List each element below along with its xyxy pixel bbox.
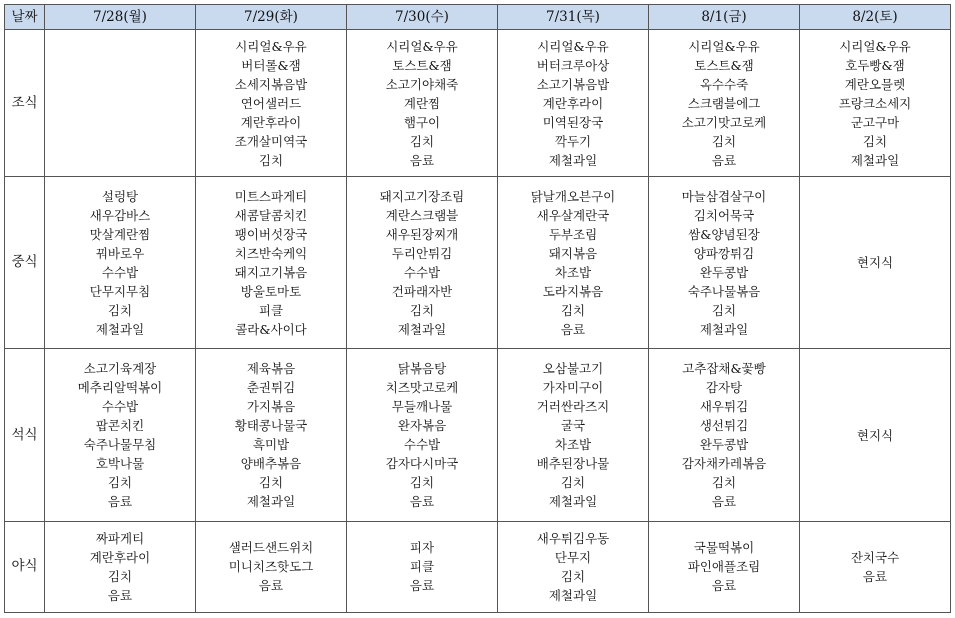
menu-item: 양파깡튀김	[693, 245, 755, 261]
menu-item: 숙주나물볶음	[687, 283, 761, 299]
menu-cell	[800, 521, 951, 612]
menu-cell	[196, 349, 347, 521]
menu-item: 메추리알떡볶이	[77, 380, 163, 396]
menu-item: 콜라&사이다	[235, 321, 307, 337]
menu-item: 조개살미역국	[234, 133, 308, 149]
menu-item: 현지식	[856, 255, 894, 271]
day-header-mon: 7/28(월)	[45, 5, 196, 30]
menu-item: 토스트&잼	[392, 57, 452, 73]
menu-item: 김치	[107, 302, 133, 318]
menu-cell	[196, 177, 347, 349]
menu-cell	[347, 349, 498, 521]
menu-item: 김치	[258, 152, 284, 168]
menu-item: 김치	[107, 568, 133, 584]
menu-item: 꿔바로우	[95, 245, 145, 261]
menu-item: 제육볶음	[246, 361, 296, 377]
menu-item: 소고기맛고로케	[681, 114, 767, 130]
menu-item: 건파래자반	[391, 283, 453, 299]
meal-label: 중식	[5, 177, 45, 349]
menu-cell	[45, 349, 196, 521]
menu-item: 새우튀김	[699, 399, 749, 415]
menu-item: 김치	[409, 133, 435, 149]
menu-item: 배추된장나물	[536, 456, 610, 472]
menu-item: 숙주나물무침	[83, 437, 157, 453]
meal-row-dinner	[5, 349, 951, 521]
menu-cell	[498, 30, 649, 177]
menu-item-list	[347, 538, 497, 595]
day-header-wed: 7/30(수)	[347, 5, 498, 30]
menu-item: 새우살계란국	[536, 207, 610, 223]
menu-item: 호박나물	[95, 456, 145, 472]
menu-item: 새우감바스	[89, 207, 151, 223]
menu-item: 시리얼&우유	[839, 38, 911, 54]
menu-item-list	[649, 359, 799, 511]
menu-item: 음료	[560, 321, 586, 337]
menu-item-list	[649, 37, 799, 170]
menu-cell	[196, 521, 347, 612]
menu-item-list	[649, 187, 799, 339]
menu-item: 제철과일	[548, 494, 598, 510]
menu-item: 버터롤&잼	[241, 57, 301, 73]
menu-item: 피클	[258, 302, 284, 318]
menu-item: 소고기야채죽	[385, 76, 459, 92]
menu-item: 음료	[409, 152, 435, 168]
menu-item: 감자다시마국	[385, 456, 459, 472]
menu-item: 음료	[409, 578, 435, 594]
menu-item-list	[196, 538, 346, 595]
menu-item: 수수밥	[101, 264, 139, 280]
menu-item: 새우튀김우동	[536, 530, 610, 546]
day-header-thu: 7/31(목)	[498, 5, 649, 30]
menu-item: 차조밥	[554, 264, 592, 280]
menu-item: 김치	[711, 475, 737, 491]
menu-item: 계란찜	[403, 95, 441, 111]
menu-cell	[498, 349, 649, 521]
menu-item: 시리얼&우유	[688, 38, 760, 54]
menu-item: 짜파게티	[95, 530, 145, 546]
menu-item: 국물떡볶이	[693, 540, 755, 556]
menu-cell	[347, 521, 498, 612]
meal-row-lunch	[5, 177, 951, 349]
menu-item: 가자미구이	[542, 380, 604, 396]
menu-cell	[347, 30, 498, 177]
menu-item: 제철과일	[548, 152, 598, 168]
day-header-fri: 8/1(금)	[649, 5, 800, 30]
menu-item: 김치	[711, 302, 737, 318]
menu-item: 완두콩밥	[699, 437, 749, 453]
menu-item: 미니치즈핫도그	[228, 559, 314, 575]
menu-item: 샐러드샌드위치	[228, 540, 314, 556]
menu-item: 김치	[258, 475, 284, 491]
meal-label: 석식	[5, 349, 45, 521]
menu-item: 춘권튀김	[246, 380, 296, 396]
menu-item: 치즈반숙케익	[234, 245, 308, 261]
menu-item: 김치어묵국	[693, 207, 755, 223]
menu-item: 도라지볶음	[542, 283, 604, 299]
menu-cell	[649, 521, 800, 612]
menu-item: 팝콘치킨	[95, 418, 145, 434]
menu-item: 김치	[560, 568, 586, 584]
menu-item: 음료	[107, 494, 133, 510]
menu-item: 호두빵&잼	[845, 57, 905, 73]
menu-item: 옥수수죽	[699, 76, 749, 92]
menu-item: 팽이버섯장국	[234, 226, 308, 242]
menu-item: 토스트&잼	[694, 57, 754, 73]
menu-item: 김치	[560, 302, 586, 318]
menu-item: 김치	[409, 475, 435, 491]
menu-item: 피클	[409, 559, 435, 575]
menu-item-list	[45, 529, 195, 605]
menu-item: 김치	[862, 133, 888, 149]
menu-item: 소고기육계장	[83, 361, 157, 377]
menu-item-list	[498, 37, 648, 170]
menu-item: 음료	[258, 578, 284, 594]
menu-item-list	[347, 37, 497, 170]
header-row	[5, 5, 951, 30]
menu-item: 무들깨나물	[391, 399, 453, 415]
menu-cell	[196, 30, 347, 177]
menu-item: 시리얼&우유	[537, 38, 609, 54]
meal-label: 야식	[5, 521, 45, 612]
menu-item-list	[45, 359, 195, 511]
menu-item: 음료	[107, 587, 133, 603]
menu-item: 미역된장국	[542, 114, 604, 130]
menu-cell	[800, 349, 951, 521]
menu-item-list	[800, 253, 950, 272]
menu-item: 생선튀김	[699, 418, 749, 434]
menu-cell	[800, 177, 951, 349]
menu-item: 오삼불고기	[542, 361, 604, 377]
menu-item: 파인애플조림	[687, 559, 761, 575]
menu-item: 닭날개오븐구이	[530, 188, 616, 204]
menu-cell	[649, 349, 800, 521]
menu-item: 단무지무침	[89, 283, 151, 299]
menu-item: 황태콩나물국	[234, 418, 308, 434]
menu-item-list	[347, 359, 497, 511]
menu-item: 닭볶음탕	[397, 361, 447, 377]
menu-item: 제철과일	[246, 494, 296, 510]
menu-item: 제철과일	[397, 321, 447, 337]
menu-item-list	[347, 187, 497, 339]
menu-item: 음료	[711, 152, 737, 168]
menu-item: 수수밥	[403, 264, 441, 280]
menu-item: 김치	[107, 475, 133, 491]
menu-cell	[800, 30, 951, 177]
menu-item: 계란스크램블	[385, 207, 459, 223]
menu-item-list	[196, 187, 346, 339]
menu-item: 시리얼&우유	[386, 38, 458, 54]
menu-item: 음료	[711, 578, 737, 594]
menu-item: 제철과일	[95, 321, 145, 337]
menu-item: 제철과일	[699, 321, 749, 337]
menu-item: 음료	[409, 494, 435, 510]
menu-item: 양배추볶음	[240, 456, 302, 472]
menu-item-list	[800, 426, 950, 445]
menu-cell	[45, 30, 196, 177]
menu-item: 피자	[409, 540, 435, 556]
day-header-tue: 7/29(화)	[196, 5, 347, 30]
menu-item-list	[498, 529, 648, 605]
menu-item: 맛살계란찜	[89, 226, 151, 242]
menu-item: 계란후라이	[240, 114, 302, 130]
menu-item-list	[45, 187, 195, 339]
menu-item-list	[649, 538, 799, 595]
menu-item: 김치	[409, 302, 435, 318]
menu-item: 음료	[711, 494, 737, 510]
menu-item: 쌈&양념된장	[688, 226, 760, 242]
date-corner-header: 날짜	[5, 5, 45, 30]
menu-item-list	[196, 359, 346, 511]
menu-item-list	[800, 37, 950, 170]
menu-item-list	[800, 548, 950, 586]
menu-item: 마늘삼겹살구이	[681, 188, 767, 204]
menu-item-list	[196, 37, 346, 170]
meal-row-breakfast	[5, 30, 951, 177]
menu-item: 계란후라이	[542, 95, 604, 111]
menu-item: 두부조림	[548, 226, 598, 242]
menu-item: 수수밥	[101, 399, 139, 415]
menu-item: 군고구마	[850, 114, 900, 130]
menu-item: 완자볶음	[397, 418, 447, 434]
menu-item: 스크램블에그	[687, 95, 761, 111]
menu-cell	[498, 177, 649, 349]
menu-item: 돼지볶음	[548, 245, 598, 261]
menu-item: 돼지고기장조림	[379, 188, 465, 204]
menu-item: 시리얼&우유	[235, 38, 307, 54]
menu-item: 새콤달콤치킨	[234, 207, 308, 223]
menu-item: 방울토마토	[240, 283, 302, 299]
menu-item: 잔치국수	[850, 549, 900, 565]
menu-item: 김치	[711, 133, 737, 149]
menu-cell	[498, 521, 649, 612]
menu-item: 햄구이	[403, 114, 441, 130]
menu-item: 차조밥	[554, 437, 592, 453]
day-header-sat: 8/2(토)	[800, 5, 951, 30]
meal-table	[4, 4, 951, 613]
menu-item: 감자채카레볶음	[681, 456, 767, 472]
menu-cell	[45, 521, 196, 612]
menu-item: 수수밥	[403, 437, 441, 453]
menu-item: 현지식	[856, 427, 894, 443]
menu-cell	[45, 177, 196, 349]
menu-item: 제철과일	[548, 587, 598, 603]
menu-item: 치즈맛고로케	[385, 380, 459, 396]
menu-item: 미트스파게티	[234, 188, 308, 204]
menu-item: 두리안튀김	[391, 245, 453, 261]
menu-item: 감자탕	[705, 380, 743, 396]
menu-item: 가지볶음	[246, 399, 296, 415]
menu-item: 고추잡채&꽃빵	[682, 361, 766, 377]
menu-cell	[649, 177, 800, 349]
menu-item: 깍두기	[554, 133, 592, 149]
menu-item: 단무지	[554, 549, 592, 565]
menu-item: 제철과일	[850, 152, 900, 168]
menu-item: 완두콩밥	[699, 264, 749, 280]
menu-item: 프랑크소세지	[838, 95, 912, 111]
menu-item: 굴국	[560, 418, 586, 434]
menu-item: 돼지고기볶음	[234, 264, 308, 280]
menu-item: 버터크루아상	[536, 57, 610, 73]
meal-label: 조식	[5, 30, 45, 177]
menu-item-list	[498, 187, 648, 339]
menu-item: 김치	[560, 475, 586, 491]
menu-item: 소세지볶음밥	[234, 76, 308, 92]
menu-item: 흑미밥	[252, 437, 290, 453]
menu-item: 음료	[862, 568, 888, 584]
menu-item: 거러싼라즈지	[536, 399, 610, 415]
meal-row-late-snack	[5, 521, 951, 612]
menu-cell	[347, 177, 498, 349]
menu-item: 계란오믈렛	[844, 76, 906, 92]
menu-cell	[649, 30, 800, 177]
menu-item-list	[498, 359, 648, 511]
menu-item: 소고기볶음밥	[536, 76, 610, 92]
menu-item: 연어샐러드	[240, 95, 302, 111]
menu-item: 설렁탕	[101, 188, 139, 204]
meal-schedule	[4, 4, 950, 613]
menu-item: 새우된장찌개	[385, 226, 459, 242]
menu-item: 계란후라이	[89, 549, 151, 565]
